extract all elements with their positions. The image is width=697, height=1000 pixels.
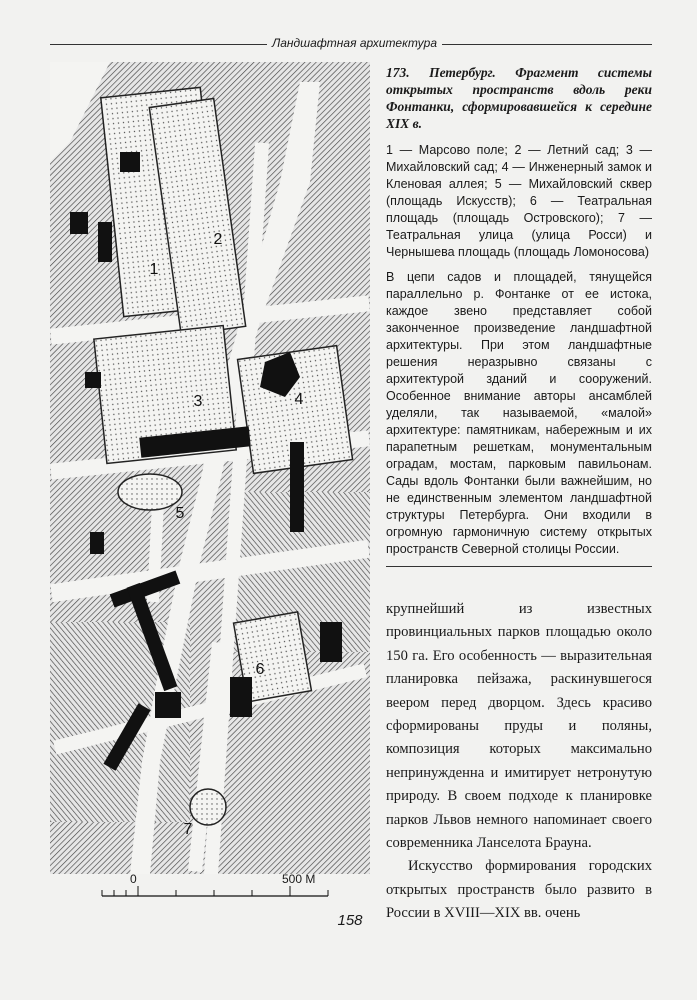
caption-legend: 1 — Марсово поле; 2 — Летний сад; 3 — Михайловский сад; 4 — Инженерный замок и Кленовая аллея; 5 — Михайловский сквер (площадь Искусств); 6 — Театральная площадь (площадь Островского); 7 — Театральная улица (улица Росси) и Чернышева площадь (площадь Ломоносова) xyxy=(386,143,652,259)
paragraph-1: крупнейший из известных провинциальных парков площадью около 150 га. Его особенность — выразительная планировка пейзажа, раскинувшегося веером перед дворцом. Здесь красиво сформированы пруды и поляны, композиция которых максимально непринужденна и имитирует нетронутую природу. В своем подходе к планировке парков Львов немного напоминает своего современника Ланселота Брауна. xyxy=(386,601,652,852)
city-plan-map xyxy=(50,62,370,874)
map-label-4: 4 xyxy=(294,391,304,408)
map-label-5: 5 xyxy=(175,505,185,522)
header-rule-right xyxy=(442,44,652,45)
caption-body: В цепи садов и площадей, тянущейся параллельно р. Фонтанке от ее истока, каждое звено представляет собой законченное произведение ландшафтной архитектуры. При этом ландшафтные решения неразрывно связаны с архитектурой зданий и сооружений. Особенное внимание авторы ансамблей уделяли, так называемой, «малой» архитектуре: памятникам, набережным и их парапетным решеткам, монументальным оградам, мостам, парковым павильонам. Сады вдоль Фонтанки были важнейшим, но не единственным элементом ландшафтной структуры Петербурга. Они входили в огромную гармоничную систему открытых пространств Северной столицы России. xyxy=(386,270,652,556)
scale-label-end: 500 М xyxy=(282,872,316,886)
map-label-3: 3 xyxy=(193,393,203,410)
paragraph-2: Искусство формирования городских открытых пространств было развито в России в XVIII—XIX вв. очень xyxy=(386,858,652,922)
map-label-2: 2 xyxy=(213,231,223,248)
scale-label-start: 0 xyxy=(130,872,137,886)
caption-title: 173. Петербург. Фрагмент системы открытых пространств вдоль реки Фонтанки, сформировавшейся к середине XIX в. xyxy=(386,65,652,131)
running-head: Ландшафтная архитектура xyxy=(267,36,442,50)
page-number: 158 xyxy=(337,912,363,929)
map-label-6: 6 xyxy=(255,661,265,678)
section-divider xyxy=(386,566,652,567)
map-label-1: 1 xyxy=(149,261,159,278)
map-label-7: 7 xyxy=(183,821,193,838)
main-text xyxy=(386,598,652,926)
header-rule-left xyxy=(50,44,267,45)
figure-caption xyxy=(386,64,652,566)
